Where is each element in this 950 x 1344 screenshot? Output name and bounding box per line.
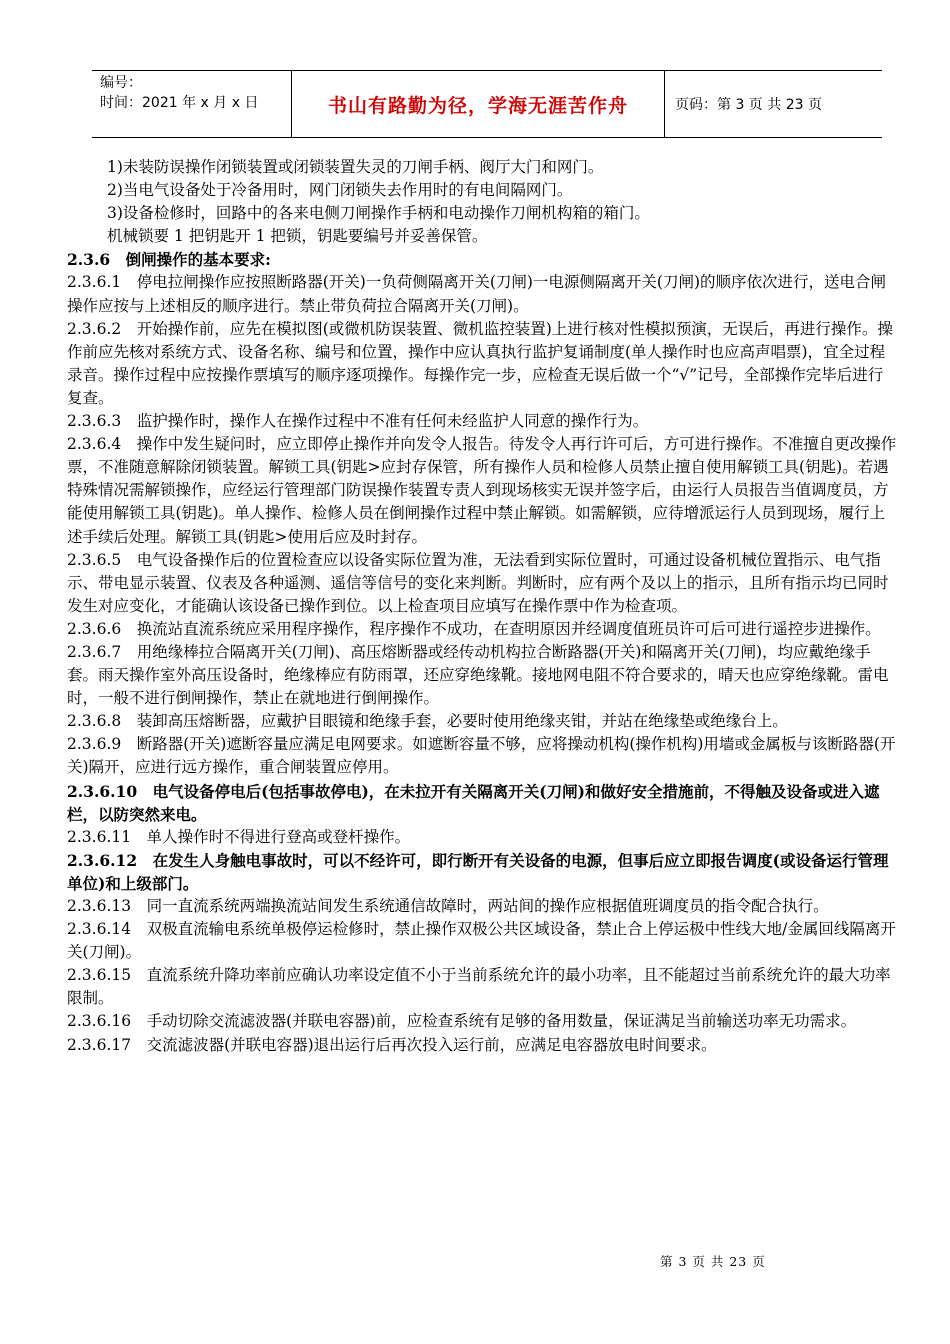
- paragraph: 2.3.6.11 单人操作时不得进行登高或登杆操作。: [67, 827, 411, 846]
- paragraph: 2.3.6.3 监护操作时，操作人在操作过程中不准有任何未经监护人同意的操作行为。: [67, 412, 649, 431]
- paragraph: 2.3.6.4 操作中发生疑问时，应立即停止操作并向发令人报告。待发令人再行许可后，方可进行操作。不准擅自更改操作票，不准随意解除闭锁装置。解锁工具(钥匙>应封存保管，所有操作人员和检修人员禁止擅自使用解锁工具(钥匙)。若遇特殊情况需解锁操作，应经运行管理部门防误操作装置专责人到现场核实无误并签字后，由运行人员报告当值调度员，方能使用解锁工具(钥匙)。单人操作、检修人员在倒闸操作过程中禁止解锁。如需解锁，应待增派运行人员到现场，履行上述手续后处理。解锁工具(钥匙>使用后应及时封存。: [67, 435, 897, 546]
- paragraph: 2.3.6.9 断路器(开关)遮断容量应满足电网要求。如遮断容量不够，应将操动机构(操作机构)用墙或金属板与该断路器(开关)隔开，应进行远方操作，重合闸装置应停用。: [67, 735, 896, 777]
- paragraph: 2.3.6.8 装卸高压熔断器，应戴护目眼镜和绝缘手套，必要时使用绝缘夹钳，并站在绝缘垫或绝缘台上。: [67, 712, 788, 731]
- paragraph: 2.3.6.6 换流站直流系统应采用程序操作，程序操作不成功，在查明原因并经调度值班员许可后可进行遥控步进操作。: [67, 619, 881, 638]
- document-number: 编号：: [100, 75, 142, 91]
- header-page-number: 页码：第 3 页 共 23 页: [675, 97, 822, 113]
- paragraph: 3)设备检修时，回路中的各来电侧刀闸操作手柄和电动操作刀闸机构箱的箱门。: [107, 204, 650, 223]
- paragraph: 2.3.6.2 开始操作前，应先在模拟图(或微机防误装置、微机监控装置)上进行核对性模拟预演，无误后，再进行操作。操作前应先核对系统方式、设备名称、编号和位置，操作中应认真执行监护复诵制度(单人操作时也应高声唱票)，宜全过程录音。操作过程中应按操作票填写的顺序逐项操作。每操作完一步，应检查无误后做一个“√”记号，全部操作完毕后进行复查。: [67, 319, 893, 407]
- page-header: [92, 70, 882, 138]
- paragraph: 2.3.6.16 手动切除交流滤波器(并联电容器)前，应检查系统有足够的备用数量，保证满足当前输送功率无功需求。: [67, 1012, 857, 1031]
- paragraph: 2.3.6.14 双极直流输电系统单极停运检修时，禁止操作双极公共区域设备，禁止合上停运极中性线大地/金属回线隔离开关(刀闸)。: [67, 920, 896, 962]
- header-meta: [92, 71, 292, 137]
- paragraph: 2.3.6.15 直流系统升降功率前应确认功率设定值不小于当前系统允许的最小功率，且不能超过当前系统允许的最大功率限制。: [67, 966, 891, 1008]
- page-footer: 第 3 页 共 23 页: [660, 1254, 766, 1269]
- paragraph: 2.3.6.5 电气设备操作后的位置检查应以设备实际位置为准，无法看到实际位置时，可通过设备机械位置指示、电气指示、带电显示装置、仪表及各种遥测、遥信等信号的变化来判断。判断时，应有两个及以上的指示，且所有指示均已同时发生对应变化，才能确认该设备已操作到位。以上检查项目应填写在操作票中作为检查项。: [67, 550, 889, 615]
- paragraph: 机械锁要 1 把钥匙开 1 把锁，钥匙要编号并妥善保管。: [107, 227, 488, 246]
- section-heading: 2.3.6 倒闸操作的基本要求:: [67, 250, 271, 270]
- paragraph: 2.3.6.7 用绝缘棒拉合隔离开关(刀闸)、高压熔断器或经传动机构拉合断路器(开关)和隔离开关(刀闸)，均应戴绝缘手套。雨天操作室外高压设备时，绝缘棒应有防雨罩，还应穿绝缘靴。接地网电阻不符合要求的，晴天也应穿绝缘靴。雷电时，一般不进行倒闸操作，禁止在就地进行倒闸操作。: [67, 642, 889, 708]
- document-body: [67, 156, 897, 1057]
- paragraph: 2.3.6.13 同一直流系统两端换流站间发生系统通信故障时，两站间的操作应根据值班调度员的指令配合执行。: [67, 897, 829, 915]
- paragraph: 2.3.6.1 停电拉闸操作应按照断路器(开关)一负荷侧隔离开关(刀闸)一电源侧隔离开关(刀闸)的顺序依次进行，送电合闸操作应按与上述相反的顺序进行。禁止带负荷拉合隔离开关(刀闸)。: [67, 273, 887, 315]
- paragraph: 1)未装防误操作闭锁装置或闭锁装置失灵的刀闸手柄、阀厅大门和网门。: [107, 158, 604, 176]
- section-heading: 2.3.6.10 电气设备停电后(包括事故停电)，在未拉开有关隔离开关(刀闸)和做好安全措施前，不得触及设备或进入遮栏，以防突然来电。: [67, 781, 880, 824]
- paragraph: 2.3.6.17 交流滤波器(并联电容器)退出运行后再次投入运行前，应满足电容器放电时间要求。: [67, 1035, 717, 1054]
- document-time: 时间：2021 年 x 月 x 日: [100, 95, 259, 111]
- section-heading: 2.3.6.12 在发生人身触电事故时，可以不经许可，即行断开有关设备的电源，但事后应立即报告调度(或设备运行管理单位)和上级部门。: [67, 850, 889, 893]
- paragraph: 2)当电气设备处于冷备用时，网门闭锁失去作用时的有电间隔网门。: [107, 181, 573, 200]
- header-motto: 书山有路勤为径，学海无涯苦作舟: [292, 71, 665, 137]
